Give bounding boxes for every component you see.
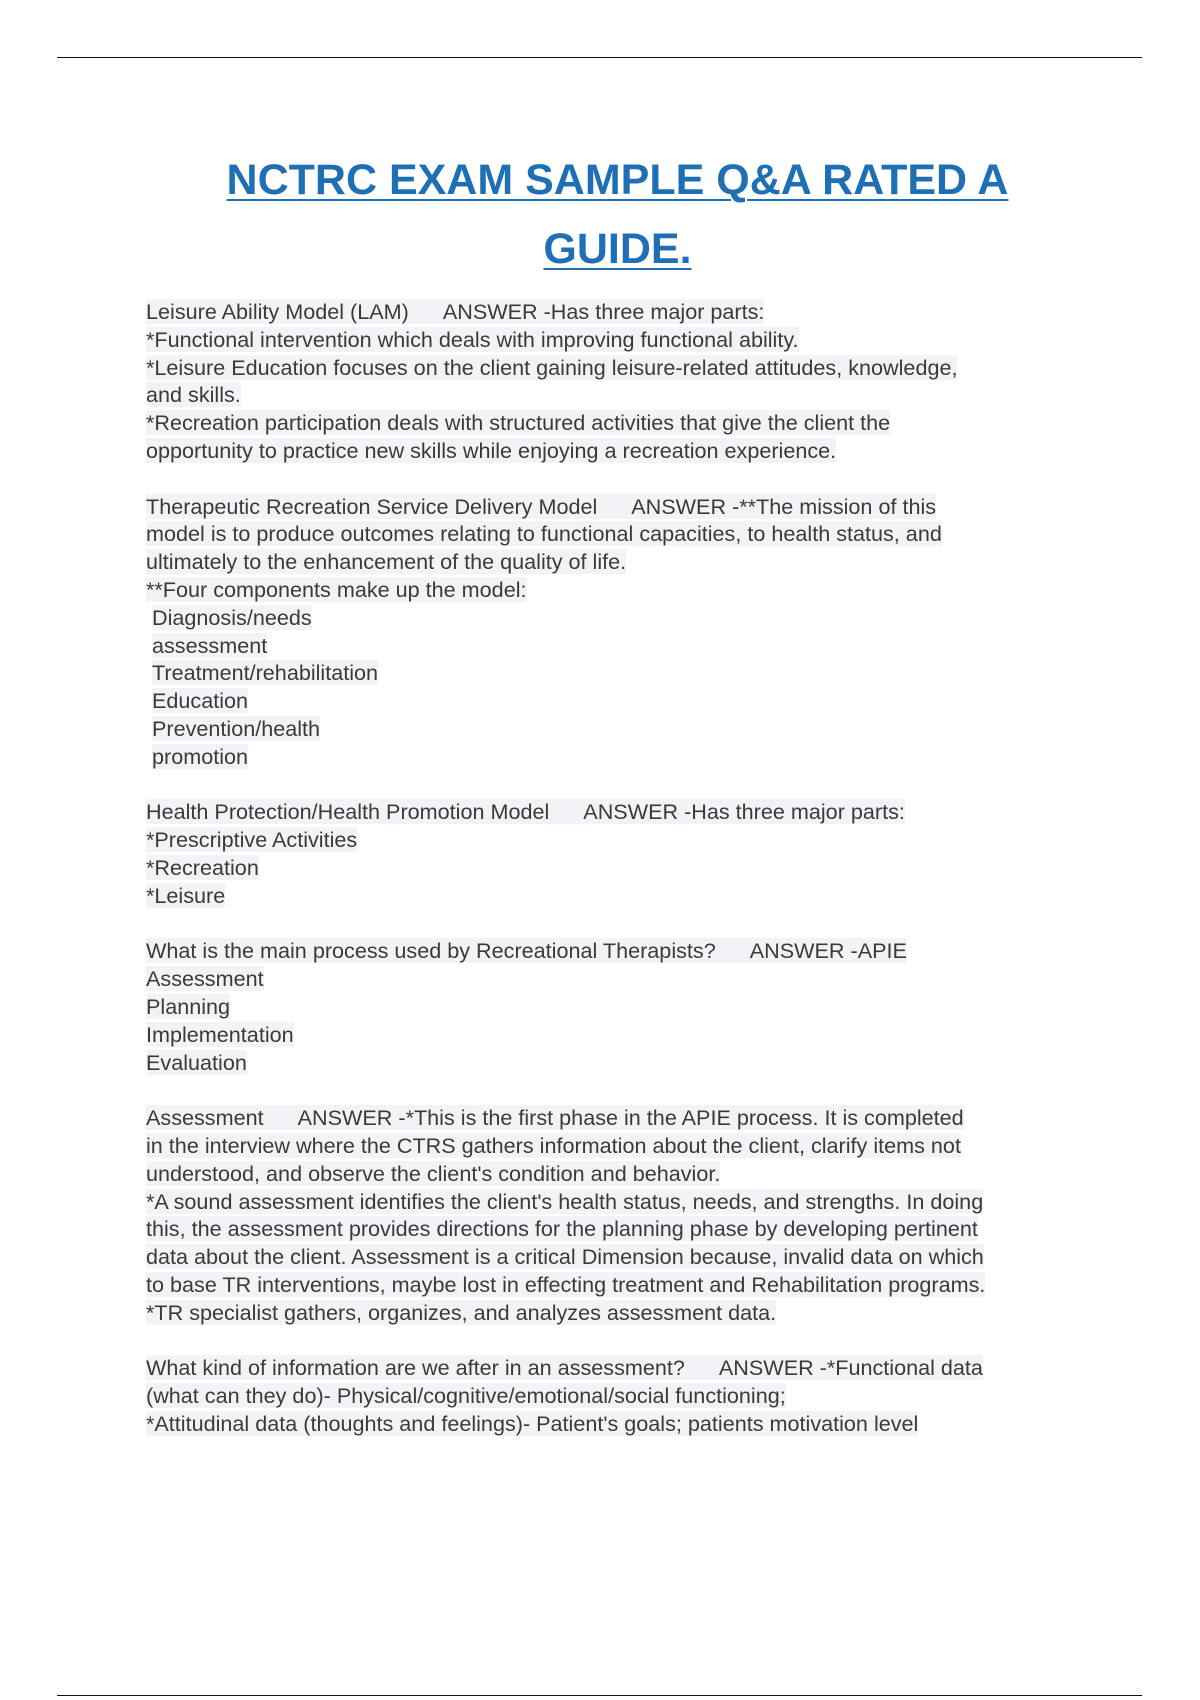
answer-line: (what can they do)- Physical/cognitive/emotional/social functioning;: [146, 1383, 786, 1409]
question-text: What is the main process used by Recreational Therapists?: [146, 938, 716, 964]
answer-line: to base TR interventions, maybe lost in effecting treatment and Rehabilitation programs.: [146, 1271, 986, 1297]
answer-text: ANSWER -*This is the first phase in the APIE process. It is completed: [297, 1105, 964, 1131]
qa-entry-assessment: [146, 1104, 1096, 1326]
qa-entry-assessment-information: [146, 1354, 1096, 1437]
answer-line: *Leisure: [146, 882, 226, 908]
answer-line: understood, and observe the client's condition and behavior.: [146, 1160, 721, 1186]
question-text: Leisure Ability Model (LAM): [146, 299, 409, 324]
answer-line: opportunity to practice new skills while enjoying a recreation experience.: [146, 437, 837, 463]
answer-line: *A sound assessment identifies the client's health status, needs, and strengths. In doing: [146, 1188, 984, 1214]
question-text: What kind of information are we after in an assessment?: [146, 1355, 685, 1381]
answer-line: this, the assessment provides directions for the planning phase by developing pertinent: [146, 1216, 978, 1242]
question-text: Assessment: [146, 1105, 264, 1131]
answer-line: *Prescriptive Activities: [146, 827, 358, 853]
footer-rule: [57, 1695, 1142, 1696]
answer-line: *Functional intervention which deals with improving functional ability.: [146, 326, 799, 352]
answer-line: Implementation: [146, 1021, 294, 1047]
question-text: Therapeutic Recreation Service Delivery Model: [146, 493, 598, 519]
answer-line: *Recreation participation deals with structured activities that give the client the: [146, 410, 891, 436]
answer-text: ANSWER -Has three major parts:: [583, 799, 905, 825]
qa-entry-service-delivery-model: [146, 493, 1096, 771]
qa-content: [146, 298, 1096, 1465]
answer-text: ANSWER -Has three major parts:: [442, 299, 765, 324]
answer-list-item: Treatment/rehabilitation: [152, 660, 379, 686]
answer-text: ANSWER -*Functional data: [718, 1355, 983, 1381]
qa-entry-leisure-ability-model: [146, 298, 1096, 465]
qa-entry-main-process: [146, 937, 1096, 1076]
title-line-2: GUIDE.: [543, 225, 692, 273]
answer-list-item: assessment: [152, 632, 268, 658]
answer-line: **Four components make up the model:: [146, 576, 527, 602]
answer-line: model is to produce outcomes relating to functional capacities, to health status, and: [146, 521, 942, 547]
answer-text: ANSWER -**The mission of this: [631, 493, 937, 519]
answer-list-item: promotion: [152, 743, 249, 769]
answer-line: data about the client. Assessment is a critical Dimension because, invalid data on which: [146, 1244, 984, 1270]
answer-line: *Attitudinal data (thoughts and feelings)- Patient's goals; patients motivation level: [146, 1410, 919, 1436]
answer-line: ultimately to the enhancement of the quality of life.: [146, 549, 627, 575]
answer-line: Assessment: [146, 966, 264, 992]
question-text: Health Protection/Health Promotion Model: [146, 799, 550, 825]
answer-line: *TR specialist gathers, organizes, and analyzes assessment data.: [146, 1299, 777, 1325]
answer-line: *Leisure Education focuses on the client gaining leisure-related attitudes, knowledge,: [146, 354, 958, 380]
answer-line: Planning: [146, 993, 231, 1019]
answer-line: Evaluation: [146, 1049, 247, 1075]
answer-list-item: Prevention/health: [152, 715, 321, 741]
document-title: [0, 146, 1200, 284]
answer-text: ANSWER -APIE: [749, 938, 907, 964]
answer-line: and skills.: [146, 382, 241, 408]
qa-entry-health-protection-model: [146, 798, 1096, 909]
title-line-1: NCTRC EXAM SAMPLE Q&A RATED A: [226, 156, 1009, 204]
header-rule: [57, 57, 1142, 58]
answer-line: in the interview where the CTRS gathers information about the client, clarify items not: [146, 1132, 961, 1158]
answer-list-item: Education: [152, 688, 249, 714]
answer-line: *Recreation: [146, 854, 259, 880]
answer-list-item: Diagnosis/needs: [152, 604, 312, 630]
